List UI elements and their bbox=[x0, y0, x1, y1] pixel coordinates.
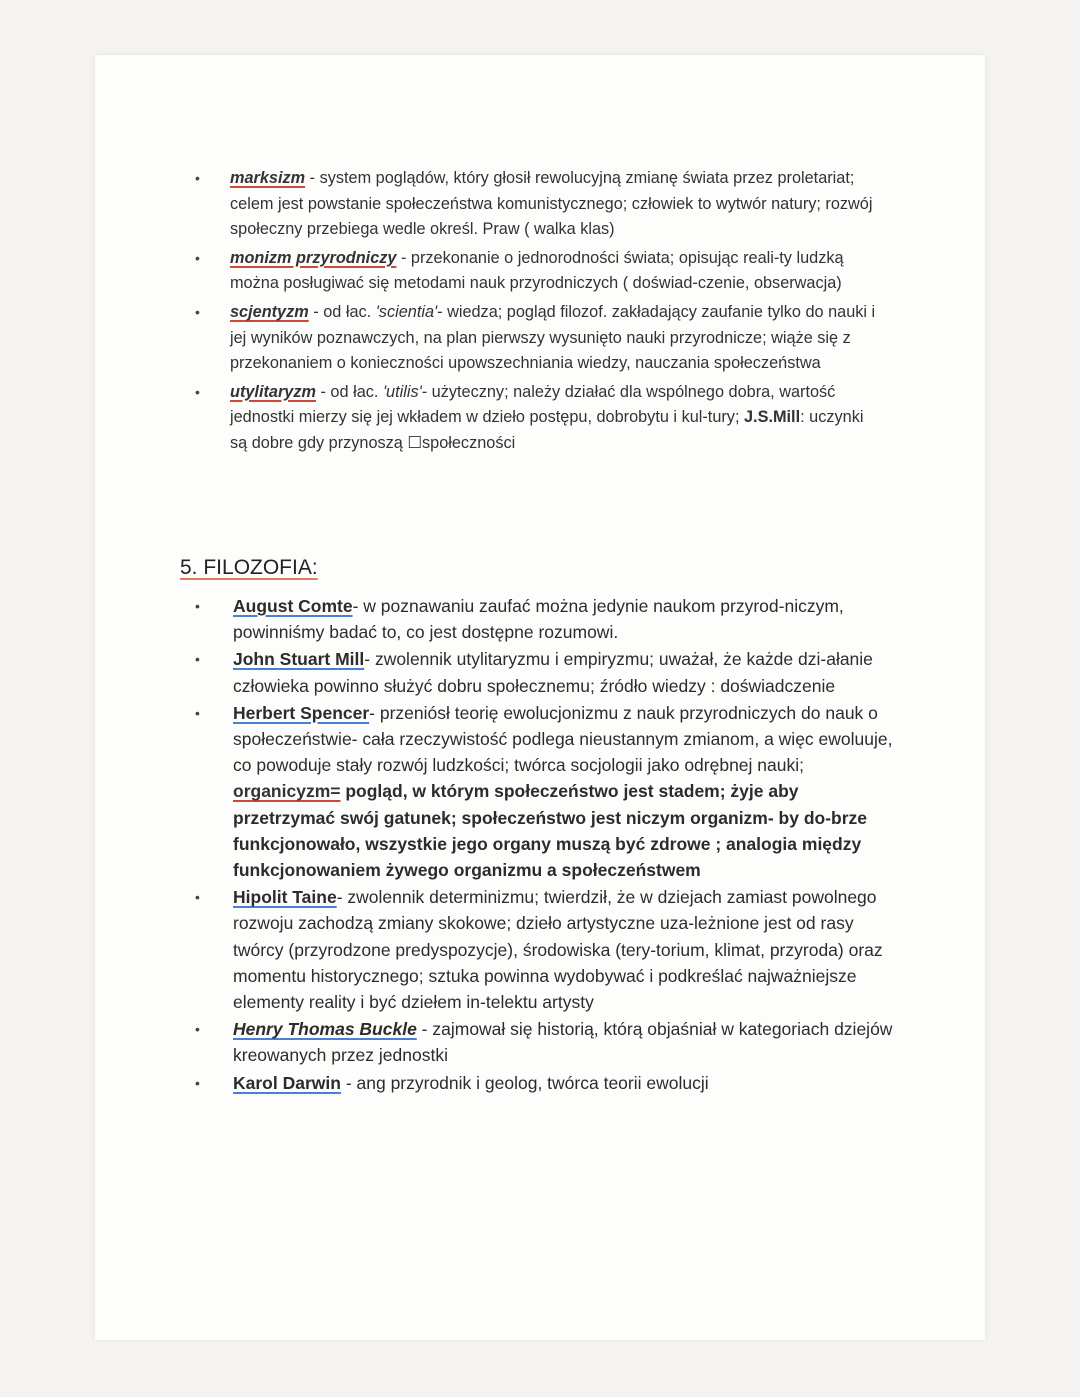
list-item-utylitaryzm bbox=[195, 380, 885, 457]
person-darwin: Karol Darwin bbox=[233, 1072, 341, 1093]
definition-text: społeczności bbox=[422, 433, 516, 452]
person-mill: John Stuart Mill bbox=[233, 649, 365, 670]
definition-text: - od łac. bbox=[308, 302, 376, 321]
definition-text: - przekonanie o jednorodności świata; opisując reali-ty ludzką można posługiwać się metodami nauk przyrodniczych ( doświad-czenie, obserwacja) bbox=[230, 248, 844, 293]
definition-text: - od łac. bbox=[315, 382, 383, 401]
organicyzm-paragraph bbox=[233, 778, 895, 883]
bullet: • bbox=[195, 383, 200, 400]
description-text: - zajmował się historią, którą objaśniał w kategoriach dziejów kreowanych przez jednostki bbox=[233, 1019, 893, 1066]
section-heading-filozofia: 5. FILOZOFIA: bbox=[180, 556, 318, 579]
person-comte: August Comte bbox=[233, 596, 353, 616]
list-item-marksizm bbox=[195, 166, 885, 243]
bullet: • bbox=[195, 1074, 200, 1091]
list-item-darwin bbox=[195, 1070, 895, 1096]
bullet: • bbox=[195, 1021, 200, 1038]
bullet: • bbox=[195, 704, 200, 721]
list-item-spencer bbox=[195, 700, 895, 883]
person-spencer: Herbert Spencer bbox=[233, 702, 370, 723]
missing-glyph-box: ☐ bbox=[407, 433, 422, 452]
list-item-monizm bbox=[195, 246, 885, 297]
term-utylitaryzm: utylitaryzm bbox=[230, 382, 316, 401]
definition-text: : uczynki są dobre gdy przynoszą bbox=[230, 408, 864, 452]
bullet: • bbox=[195, 249, 200, 266]
term-marksizm: marksizm bbox=[230, 169, 306, 187]
term-monizm: monizm przyrodniczy bbox=[230, 248, 397, 267]
bullet: • bbox=[195, 303, 200, 320]
bullet: • bbox=[195, 598, 200, 614]
description-text: - przeniósł teorię ewolucjonizmu z nauk przyrodniczych do nauk o społeczeństwie- cała rzeczywistość podlega nieustannym zmianom, a więc ewoluuje, co powoduje stały rozwój ludzkości; twórca socjologii jako odrębnej nauki; bbox=[233, 702, 893, 776]
list-item-comte bbox=[195, 593, 895, 645]
description-text: - zwolennik utylitaryzmu i empiryzmu; uważał, że każde dzi-ałanie człowieka powinno służyć dobru społecznemu; źródło wiedzy : doświadczenie bbox=[233, 649, 873, 696]
philosophers-list bbox=[195, 593, 895, 1097]
list-item-mill bbox=[195, 646, 895, 698]
term-scjentyzm: scjentyzm bbox=[230, 302, 309, 321]
bullet: • bbox=[195, 889, 200, 906]
bullet: • bbox=[195, 651, 200, 668]
person-buckle: Henry Thomas Buckle bbox=[233, 1019, 417, 1040]
term-organicyzm: organicyzm bbox=[233, 781, 331, 802]
definition-text: - wiedza; pogląd filozof. zakładający zaufanie tylko do nauki i jej wyników poznawczych, na plan pierwszy wysunięto nauki przyrodnicze; wiąże się z przekonaniem o konieczności upowszechniania wiedzy, nauczania społeczeństwa bbox=[230, 302, 876, 373]
description-text: - w poznawaniu zaufać można jedynie naukom przyrod-niczym, powinniśmy badać to, co jest dostępne rozumowi. bbox=[233, 596, 844, 643]
terms-list bbox=[195, 166, 885, 460]
description-text: - ang przyrodnik i geolog, twórca teorii ewolucji bbox=[340, 1072, 709, 1093]
person-taine: Hipolit Taine bbox=[233, 887, 337, 908]
definition-text: - system poglądów, który głosił rewolucyjną zmianę świata przez proletariat; celem jest powstanie społeczeństwa komunistycznego; człowiek to wytwór natury; rozwój społeczny przebiega wedle określ. Praw ( walka klas) bbox=[230, 169, 873, 239]
list-item-buckle bbox=[195, 1016, 895, 1068]
organicyzm-marker: = bbox=[330, 781, 341, 802]
list-item-taine bbox=[195, 884, 895, 1015]
mill-name: J.S.Mill bbox=[744, 408, 801, 427]
latin-word: 'scientia' bbox=[375, 302, 438, 321]
definition-text: - użyteczny; należy działać dla wspólnego dobra, wartość jednostki mierzy się jej wkładem w dzieło postępu, dobrobytu i kul-tury; bbox=[230, 382, 836, 427]
list-item-scjentyzm bbox=[195, 300, 885, 377]
latin-word: 'utilis' bbox=[382, 382, 422, 401]
description-text: - zwolennik determinizmu; twierdził, że w dziejach zamiast powolnego rozwoju zachodzą zmiany skokowe; dzieło artystyczne uza-leżnione jest od rasy twórcy (przyrodzone predyspozycje), środowiska (tery-torium, klimat, przyroda) oraz momentu historycznego; sztuka powinna wydobywać i podkreślać najważniejsze elementy reality i być dziełem in-telektu artysty bbox=[233, 887, 883, 1013]
organicyzm-text: pogląd, w którym społeczeństwo jest stadem; żyje aby przetrzymać swój gatunek; społeczeństwo jest niczym organizm- by do-brze funkcjonowało, wszystkie jego organy muszą być zdrowe ; analogia między funkcjonowaniem żywego organizmu a społeczeństwem bbox=[233, 781, 868, 881]
bullet: • bbox=[195, 170, 200, 186]
